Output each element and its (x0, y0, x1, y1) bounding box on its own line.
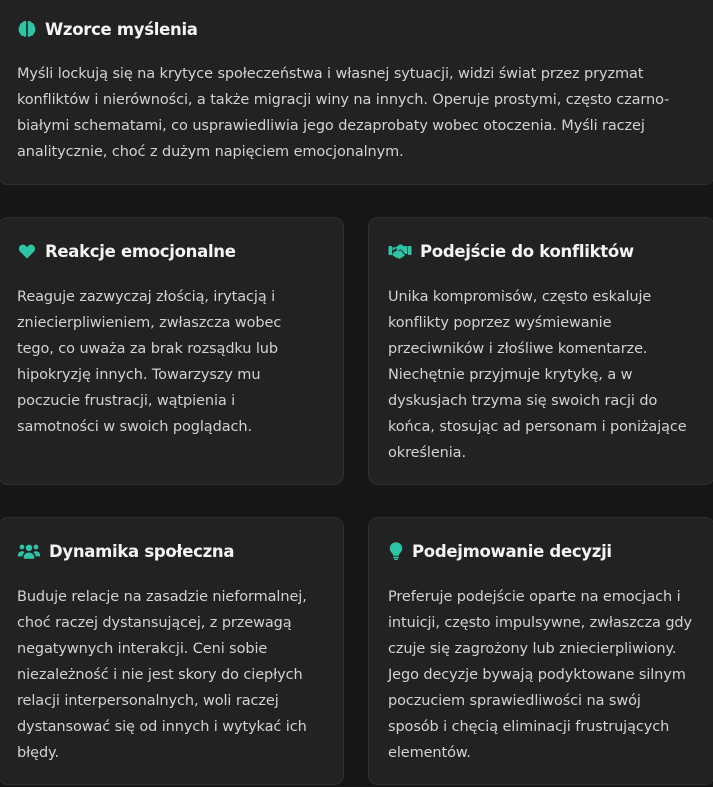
body-line: negatywnych interakcji. Ceni sobie (17, 641, 268, 657)
card-decision-making (368, 517, 713, 785)
card-title: Reakcje emocjonalne (45, 241, 236, 261)
card-title: Dynamika społeczna (49, 541, 235, 561)
body-line: Buduje relacje na zasadzie nieformalnej, (17, 589, 307, 605)
body-line: Preferuje podejście oparte na emocjach i (388, 589, 681, 605)
card-body (17, 584, 337, 766)
card-title-row (388, 541, 612, 561)
body-line: konfliktów i nierówności, a także migracji winy na innych. Operuje prostymi, często czarno- (17, 92, 670, 108)
body-line: konflikty poprzez wyśmiewanie (388, 315, 612, 331)
body-line: relacji interpersonalnych, woli raczej (17, 693, 279, 709)
card-body (388, 284, 713, 466)
body-line: przeciwników i złośliwe komentarze. (388, 341, 648, 357)
body-line: tego, co uważa za brak rozsądku lub (17, 341, 278, 357)
card-title: Wzorce myślenia (45, 19, 198, 39)
body-line: określenia. (388, 445, 466, 461)
body-line: dystansować się od innych i wytykać ich (17, 719, 307, 735)
body-line: Unika kompromisów, często eskaluje (388, 289, 652, 305)
handshake-icon (388, 241, 412, 261)
card-emotional-reactions (0, 217, 344, 485)
body-line: poczuciem sprawiedliwości na swój (388, 693, 641, 709)
body-line: intuicji, często impulsywne, zwłaszcza gdy (388, 615, 693, 631)
card-social-dynamics (0, 517, 344, 785)
brain-icon (17, 19, 37, 39)
body-line: Jego decyzje bywają podyktowane silnym (388, 667, 686, 683)
card-title-row (17, 19, 198, 39)
body-line: białymi schematami, co usprawiedliwia jego dezaprobaty wobec otoczenia. Myśli raczej (17, 118, 645, 134)
body-line: końca, stosując ad personam i poniżające (388, 419, 687, 435)
card-title-row (17, 241, 236, 261)
card-body (17, 284, 337, 440)
card-body (17, 61, 707, 165)
heart-icon (17, 241, 37, 261)
body-line: Niechętnie przyjmuje krytykę, a w (388, 367, 633, 383)
body-line: błędy. (17, 745, 59, 761)
card-title: Podejmowanie decyzji (412, 541, 612, 561)
body-line: zniecierpliwieniem, zwłaszcza wobec (17, 315, 282, 331)
body-line: analitycznie, choć z dużym napięciem emocjonalnym. (17, 144, 404, 160)
body-line: Myśli lockują się na krytyce społeczeństwa i własnej sytuacji, widzi świat przez pryzmat (17, 66, 644, 82)
card-title: Podejście do konfliktów (420, 241, 634, 261)
body-line: niezależność i nie jest skory do ciepłych (17, 667, 303, 683)
body-line: hipokryzję innych. Towarzyszy mu (17, 367, 261, 383)
body-line: sposób i chęcią eliminacji frustrujących (388, 719, 670, 735)
body-line: dyskusjach trzyma się swoich racji do (388, 393, 658, 409)
body-line: czuje się zagrożony lub zniecierpliwiony. (388, 641, 677, 657)
card-title-row (388, 241, 634, 261)
lightbulb-icon (388, 541, 404, 561)
card-thinking-patterns (0, 0, 713, 185)
body-line: samotności w swoich poglądach. (17, 419, 252, 435)
body-line: choć raczej dystansującej, z przewagą (17, 615, 292, 631)
card-title-row (17, 541, 234, 561)
users-icon (17, 541, 41, 561)
body-line: elementów. (388, 745, 471, 761)
body-line: poczucie frustracji, wątpienia i (17, 393, 236, 409)
body-line: Reaguje zazwyczaj złością, irytacją i (17, 289, 276, 305)
card-conflict-approach (368, 217, 713, 485)
card-body (388, 584, 713, 766)
